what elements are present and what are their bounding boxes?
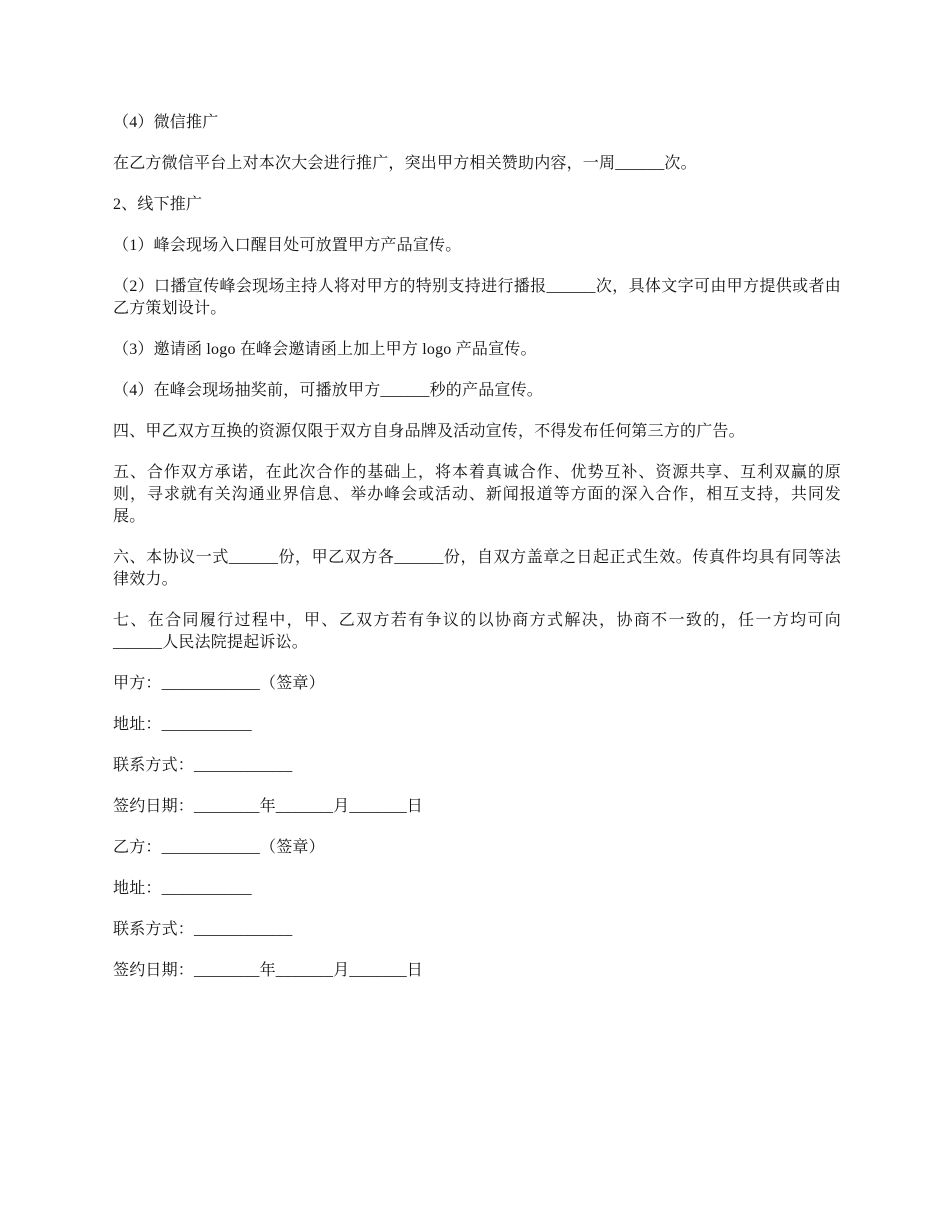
party-a-address: 地址：___________: [113, 716, 252, 733]
clause-five-cooperation: 五、合作双方承诺，在此次合作的基础上，将本着真诚合作、优势互补、资源共享、互利双赢的原则，寻求就有关沟通业界信息、举办峰会或活动、新闻报道等方面的深入合作，相互支持，共同发展。: [113, 464, 841, 525]
party-b-signature: 乙方：____________（签章）: [113, 839, 325, 856]
document-page: [113, 112, 841, 1001]
clause-four-resource-limit: 四、甲乙双方互换的资源仅限于双方自身品牌及活动宣传，不得发布任何第三方的广告。: [113, 423, 745, 440]
party-a-signature: 甲方：____________（签章）: [113, 675, 325, 692]
clause-six-copies: 六、本协议一式______份，甲乙双方各______份，自双方盖章之日起正式生效。传真件均具有同等法律效力。: [113, 549, 841, 588]
party-a-sign-date: 签约日期：________年_______月_______日: [113, 798, 424, 815]
clause-entrance-display: （1）峰会现场入口醒目处可放置甲方产品宣传。: [113, 237, 462, 254]
heading-wechat-promotion: （4）微信推广: [113, 114, 219, 131]
party-a-contact: 联系方式：____________: [113, 757, 293, 774]
clause-seven-disputes: 七、在合同履行过程中，甲、乙双方若有争议的以协商方式解决，协商不一致的，任一方均可向______人民法院提起诉讼。: [113, 612, 841, 651]
party-b-contact: 联系方式：____________: [113, 921, 293, 938]
clause-invitation-logo: （3）邀请函 logo 在峰会邀请函上加上甲方 logo 产品宣传。: [113, 341, 537, 358]
heading-offline-promotion: 2、线下推广: [113, 196, 203, 213]
clause-lottery-video: （4）在峰会现场抽奖前，可播放甲方______秒的产品宣传。: [113, 382, 544, 399]
clause-wechat-promotion: 在乙方微信平台上对本次大会进行推广，突出甲方相关赞助内容，一周______次。: [113, 155, 697, 172]
party-b-sign-date: 签约日期：________年_______月_______日: [113, 962, 424, 979]
clause-host-announcement: （2）口播宣传峰会现场主持人将对甲方的特别支持进行播报______次，具体文字可由甲方提供或者由乙方策划设计。: [113, 278, 841, 317]
party-b-address: 地址：___________: [113, 880, 252, 897]
